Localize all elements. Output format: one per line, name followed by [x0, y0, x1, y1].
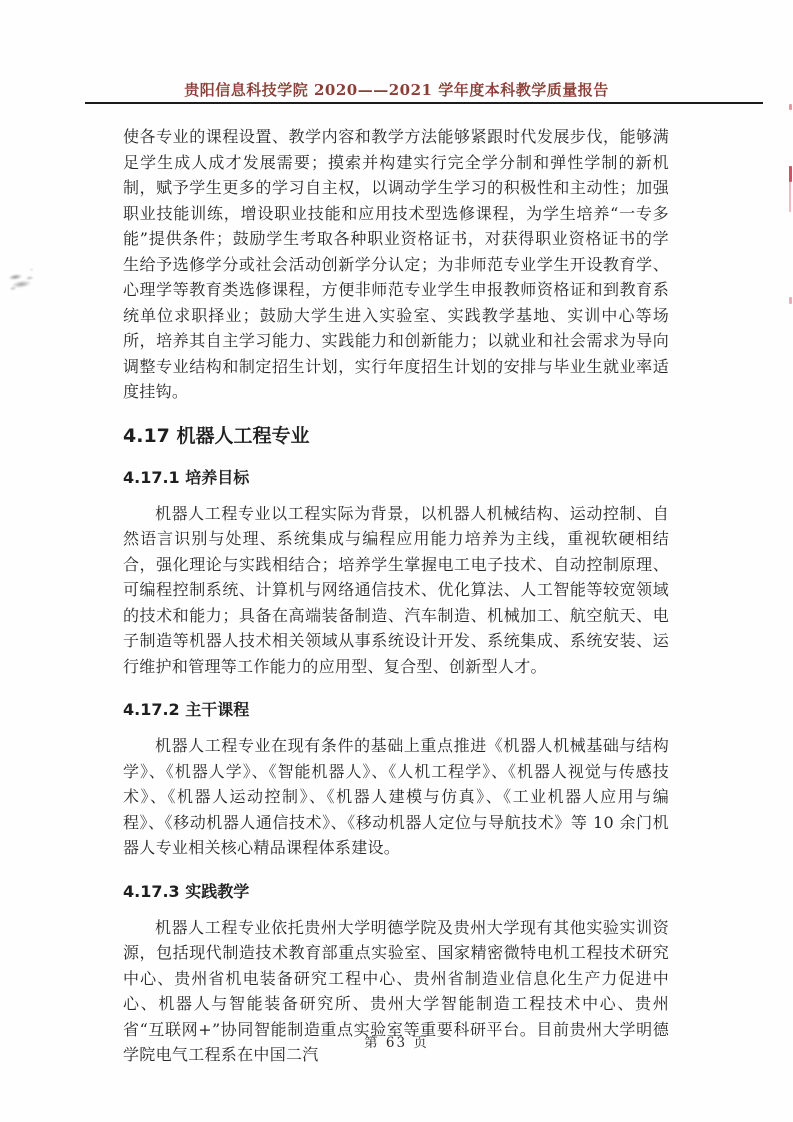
subsection-heading-4-17-1: 4.17.1 培养目标	[123, 467, 250, 487]
subsection-paragraph-4-17-1: 机器人工程专业以工程实际为背景，以机器人机械结构、运动控制、自然语言识别与处理、系统集成与编程应用能力培养为主线，重视软硬相结合，强化理论与实践相结合；培养学生掌握电工电子技术、自动控制原理、可编程控制系统、计算机与网络通信技术、优化算法、人工智能等较宽领域的技术和能力；具备在高端装备制造、汽车制造、机械加工、航空航天、电子制造等机器人技术相关领域从事系统设计开发、系统集成、系统安装、运行维护和管理等工作能力的应用型、复合型、创新型人才。	[123, 503, 669, 676]
subsection-paragraph-4-17-2: 机器人工程专业在现有条件的基础上重点推进《机器人机械基础与结构学》、《机器人学》、《智能机器人》、《人机工程学》、《机器人视觉与传感技术》、《机器人运动控制》、《机器人建模与仿真》、《工业机器人应用与编程》、《移动机器人通信技术》、《移动机器人定位与导航技术》等 10 余门机器人专业相关核心精品课程体系建设。	[123, 736, 669, 857]
page-number-label: 第 63 页	[364, 1035, 429, 1051]
scan-edge-red-dot-top	[789, 104, 792, 110]
subsection-heading-4-17-3: 4.17.3 实践教学	[123, 881, 250, 901]
scan-edge-red-dot-bottom	[789, 297, 792, 304]
section-heading-4-17: 4.17 机器人工程专业	[123, 424, 310, 447]
running-header-title: 贵阳信息科技学院 2020——2021 学年度本科教学质量报告	[184, 81, 609, 99]
scan-edge-red-line-tail	[789, 181, 791, 212]
subsection-paragraph-4-17-3: 机器人工程专业依托贵州大学明德学院及贵州大学现有其他实验实训资源，包括现代制造技术教育部重点实验室、国家精密微特电机工程技术研究中心、贵州省机电装备研究工程中心、贵州省制造业信息化生产力促进中心、机器人与智能装备研究所、贵州大学智能制造工程技术中心、贵州省“互联网+”协同智能制造重点实验室等重要科研平台。目前贵州大学明德学院电气工程系在中国二汽	[123, 917, 669, 1064]
subsection-heading-4-17-2: 4.17.2 主干课程	[123, 700, 250, 719]
page-content	[123, 124, 669, 1068]
header-rule-divider	[85, 102, 763, 104]
continuation-paragraph: 使各专业的课程设置、教学内容和教学方法能够紧跟时代发展步伐，能够满足学生成人成才发展需要；摸索并构建实行完全学分制和弹性学制的新机制，赋予学生更多的学习自主权，以调动学生学习的积极性和主动性；加强职业技能训练，增设职业技能和应用技术型选修课程，为学生培养“一专多能”提供条件；鼓励学生考取各种职业资格证书，对获得职业资格证书的学生给予选修学分或社会活动创新学分认定；为非师范专业学生开设教育学、心理学等教育类选修课程，方便非师范专业学生申报教师资格证和到教育系统单位求职择业；鼓励大学生进入实验室、实践教学基地、实训中心等场所，培养其自主学习能力、实践能力和创新能力；以就业和社会需求为导向调整专业结构和制定招生计划，实行年度招生计划的安排与毕业生就业率适度挂钩。	[123, 127, 669, 401]
scan-edge-red-line	[789, 166, 792, 182]
scan-smudge-mark	[0, 258, 45, 303]
